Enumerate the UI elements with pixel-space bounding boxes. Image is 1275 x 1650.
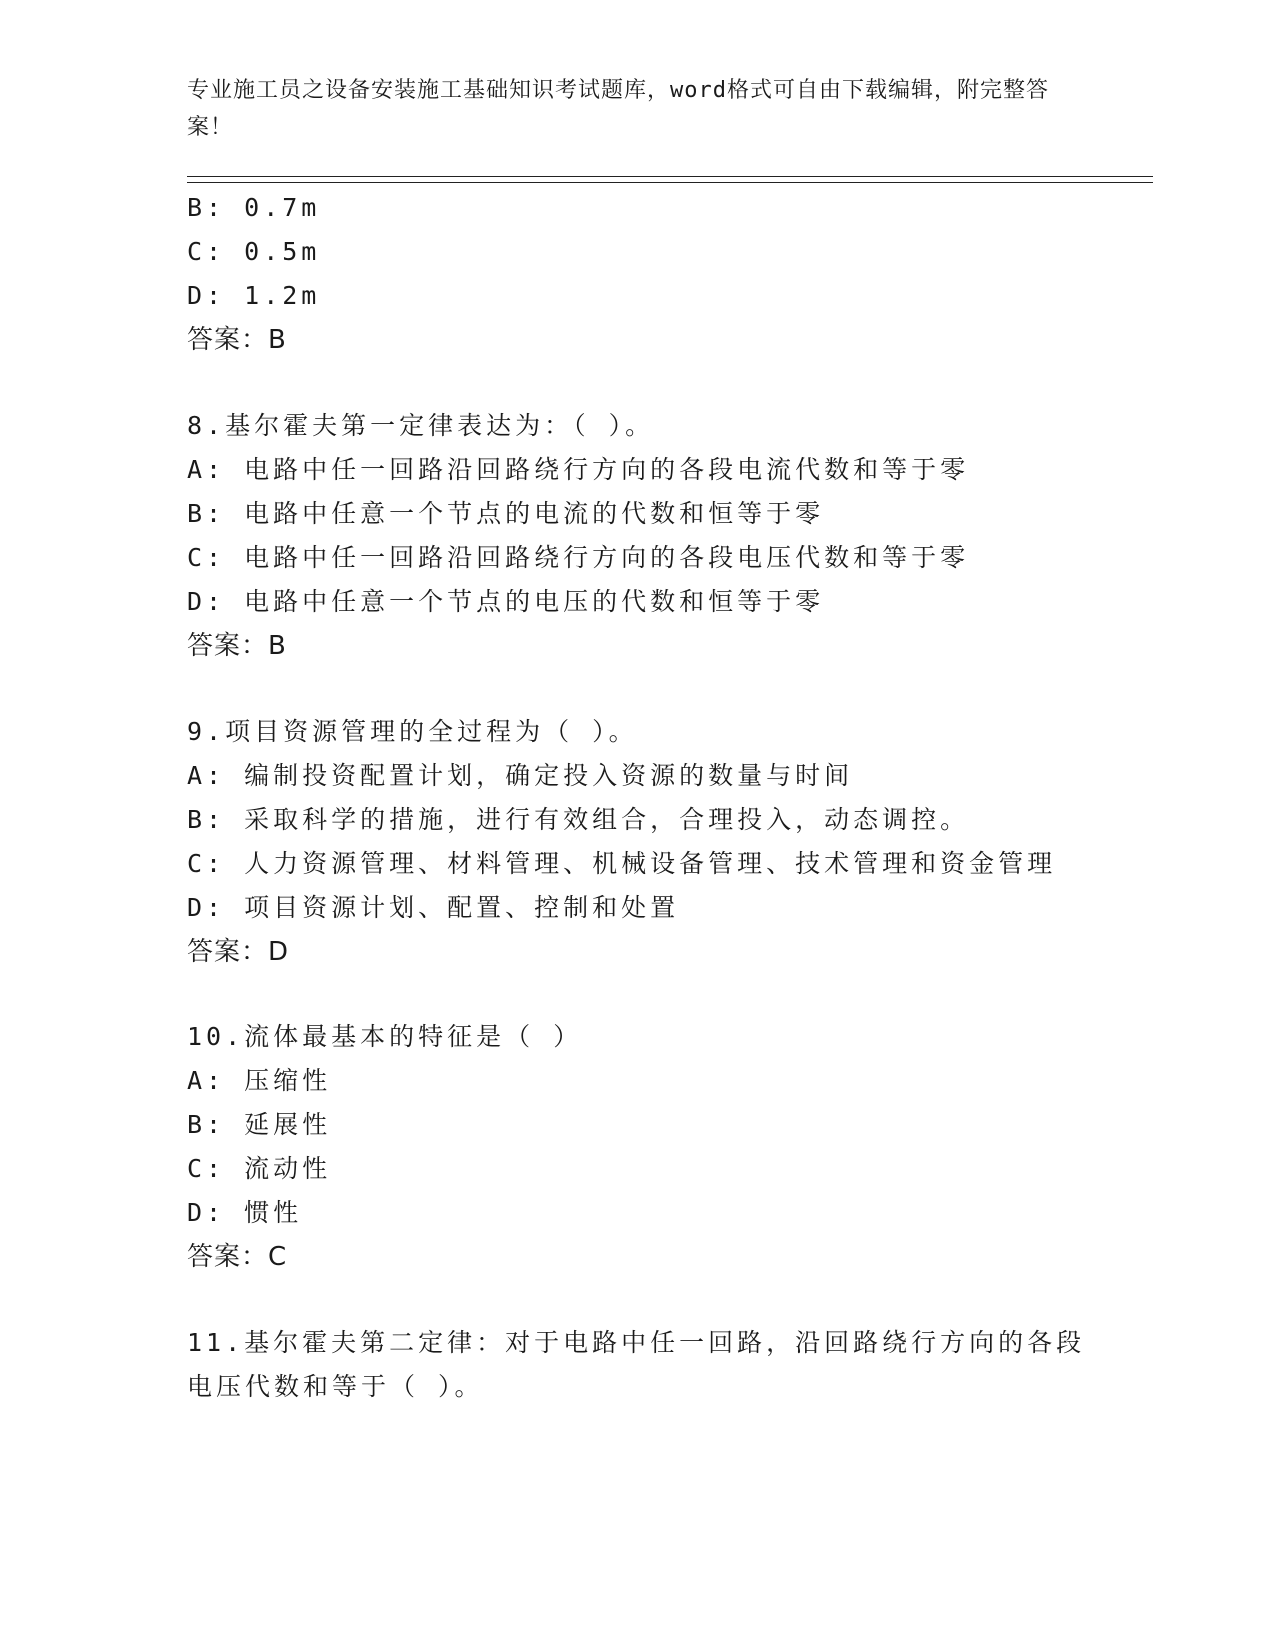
page-header: 专业施工员之设备安装施工基础知识考试题库，word格式可自由下载编辑，附完整答案！ — [187, 78, 1049, 140]
question-stem: 8.基尔霍夫第一定律表达为：（ ）。 — [187, 411, 655, 440]
option-line: C: 0.5m — [187, 237, 321, 266]
option-line: B: 0.7m — [187, 193, 321, 222]
option-line: C: 流动性 — [187, 1154, 332, 1183]
header-divider-top — [187, 176, 1153, 177]
question-stem: 10.流体最基本的特征是（ ） — [187, 1022, 583, 1051]
header-divider-bottom — [187, 182, 1153, 183]
option-line: D: 电路中任意一个节点的电压的代数和恒等于零 — [187, 587, 825, 616]
option-line: D: 项目资源计划、配置、控制和处置 — [187, 893, 680, 922]
question-stem-continuation: 电压代数和等于（ ）。 — [187, 1372, 484, 1401]
answer-line: 答案：C — [187, 1242, 288, 1272]
option-line: C: 人力资源管理、材料管理、机械设备管理、技术管理和资金管理 — [187, 849, 1057, 878]
question-stem: 9.项目资源管理的全过程为（ ）。 — [187, 717, 638, 746]
option-line: C: 电路中任一回路沿回路绕行方向的各段电压代数和等于零 — [187, 543, 970, 572]
option-line: B: 采取科学的措施，进行有效组合，合理投入，动态调控。 — [187, 805, 970, 834]
option-line: A: 编制投资配置计划，确定投入资源的数量与时间 — [187, 761, 854, 790]
option-line: A: 电路中任一回路沿回路绕行方向的各段电流代数和等于零 — [187, 455, 970, 484]
option-line: A: 压缩性 — [187, 1066, 332, 1095]
answer-line: 答案：B — [187, 325, 287, 355]
option-line: B: 电路中任意一个节点的电流的代数和恒等于零 — [187, 499, 825, 528]
question-stem: 11.基尔霍夫第二定律：对于电路中任一回路，沿回路绕行方向的各段 — [187, 1328, 1086, 1357]
option-line: D: 1.2m — [187, 281, 321, 310]
answer-line: 答案：D — [187, 937, 290, 967]
option-line: B: 延展性 — [187, 1110, 332, 1139]
option-line: D: 惯性 — [187, 1198, 303, 1227]
answer-line: 答案：B — [187, 631, 287, 661]
